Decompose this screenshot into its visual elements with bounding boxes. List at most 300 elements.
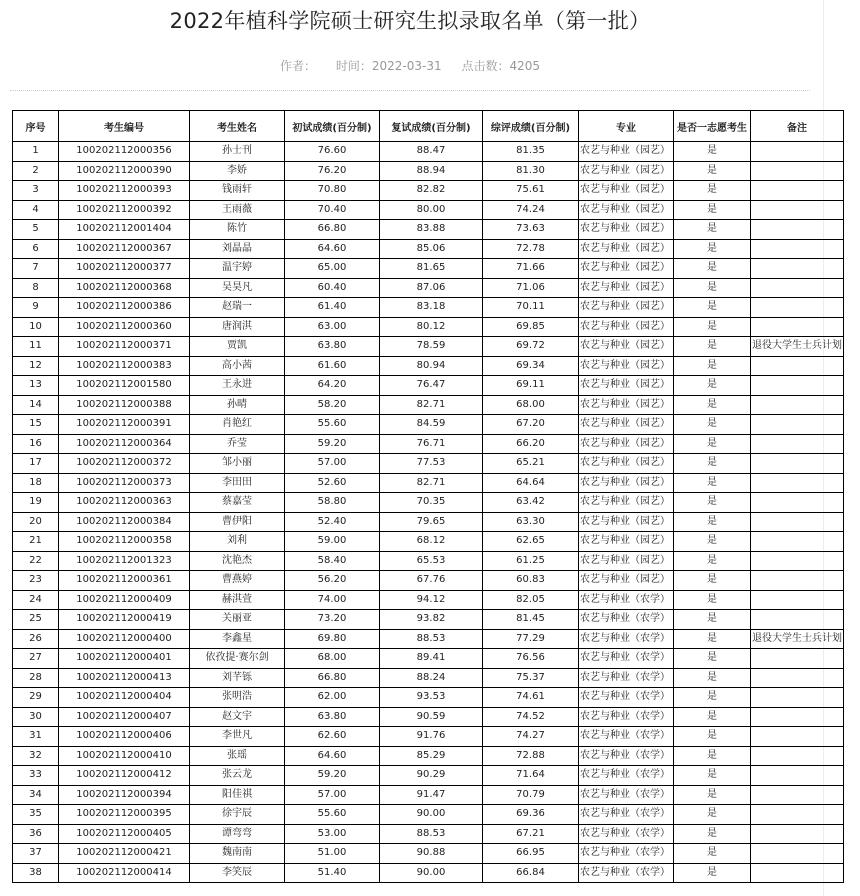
cell-exam-id: 100202112000377: [59, 259, 190, 279]
cell-initial-score: 60.40: [285, 278, 380, 298]
cell-exam-id: 100202112001404: [59, 220, 190, 240]
cell-name: 孙晴: [190, 395, 285, 415]
cell-retest-score: 81.65: [380, 259, 483, 279]
cell-name: 依孜提·赛尔剑: [190, 649, 285, 669]
cell-remarks: [751, 727, 844, 747]
cell-overall-score: 63.30: [483, 512, 579, 532]
cell-retest-score: 83.88: [380, 220, 483, 240]
cell-exam-id: 100202112000390: [59, 161, 190, 181]
cell-index: 30: [13, 707, 59, 727]
cell-retest-score: 85.29: [380, 746, 483, 766]
cell-initial-score: 73.20: [285, 610, 380, 630]
table-row: [13, 298, 844, 318]
cell-first-choice: 是: [674, 551, 751, 571]
cell-overall-score: 63.42: [483, 493, 579, 513]
cell-first-choice: 是: [674, 571, 751, 591]
cell-retest-score: 94.12: [380, 590, 483, 610]
cell-name: 徐宇辰: [190, 805, 285, 825]
time-value: 2022-03-31: [371, 59, 442, 73]
cell-first-choice: 是: [674, 415, 751, 435]
cell-overall-score: 81.30: [483, 161, 579, 181]
table-row: [13, 415, 844, 435]
cell-remarks: [751, 415, 844, 435]
cell-overall-score: 69.72: [483, 337, 579, 357]
cell-exam-id: 100202112000419: [59, 610, 190, 630]
cell-index: 16: [13, 434, 59, 454]
cell-overall-score: 82.05: [483, 590, 579, 610]
cell-major: 农艺与种业（农学）: [579, 688, 674, 708]
cell-exam-id: 100202112000401: [59, 649, 190, 669]
cell-initial-score: 64.60: [285, 746, 380, 766]
cell-index: 18: [13, 473, 59, 493]
cell-name: 陈竹: [190, 220, 285, 240]
cell-remarks: 退役大学生士兵计划: [751, 337, 844, 357]
cell-remarks: [751, 278, 844, 298]
cell-first-choice: 是: [674, 142, 751, 162]
cell-name: 赵瑞一: [190, 298, 285, 318]
cell-overall-score: 74.27: [483, 727, 579, 747]
cell-retest-score: 80.00: [380, 200, 483, 220]
cell-retest-score: 93.82: [380, 610, 483, 630]
cell-name: 沈艳杰: [190, 551, 285, 571]
cell-overall-score: 65.21: [483, 454, 579, 474]
table-row: [13, 668, 844, 688]
cell-major: 农艺与种业（农学）: [579, 629, 674, 649]
cell-first-choice: 是: [674, 727, 751, 747]
cell-index: 8: [13, 278, 59, 298]
table-row: [13, 356, 844, 376]
cell-major: 农艺与种业（园艺）: [579, 493, 674, 513]
table-row: [13, 278, 844, 298]
cell-initial-score: 51.40: [285, 863, 380, 883]
cell-retest-score: 70.35: [380, 493, 483, 513]
cell-name: 王雨薇: [190, 200, 285, 220]
cell-initial-score: 58.20: [285, 395, 380, 415]
cell-initial-score: 58.80: [285, 493, 380, 513]
cell-name: 赵文宇: [190, 707, 285, 727]
cell-remarks: [751, 376, 844, 396]
cell-retest-score: 68.12: [380, 532, 483, 552]
clicks-label: 点击数：: [461, 59, 510, 73]
cell-name: 阳佳祺: [190, 785, 285, 805]
table-row: [13, 532, 844, 552]
cell-remarks: [751, 824, 844, 844]
cell-remarks: [751, 161, 844, 181]
cell-major: 农艺与种业（园艺）: [579, 571, 674, 591]
cell-index: 3: [13, 181, 59, 201]
cell-retest-score: 84.59: [380, 415, 483, 435]
table-row: [13, 727, 844, 747]
cell-major: 农艺与种业（园艺）: [579, 356, 674, 376]
cell-name: 乔莹: [190, 434, 285, 454]
cell-exam-id: 100202112000393: [59, 181, 190, 201]
cell-first-choice: 是: [674, 337, 751, 357]
cell-name: 刘利: [190, 532, 285, 552]
cell-major: 农艺与种业（园艺）: [579, 415, 674, 435]
cell-first-choice: 是: [674, 805, 751, 825]
col-header-overall-score: 综评成绩(百分制): [483, 111, 579, 142]
cell-index: 35: [13, 805, 59, 825]
cell-retest-score: 93.53: [380, 688, 483, 708]
cell-major: 农艺与种业（园艺）: [579, 278, 674, 298]
cell-exam-id: 100202112000372: [59, 454, 190, 474]
cell-first-choice: 是: [674, 863, 751, 883]
cell-index: 12: [13, 356, 59, 376]
publish-time: [336, 59, 442, 73]
cell-retest-score: 77.53: [380, 454, 483, 474]
cell-remarks: [751, 512, 844, 532]
cell-name: 关丽亚: [190, 610, 285, 630]
cell-initial-score: 61.40: [285, 298, 380, 318]
cell-retest-score: 90.88: [380, 844, 483, 864]
cell-index: 7: [13, 259, 59, 279]
cell-index: 36: [13, 824, 59, 844]
cell-index: 13: [13, 376, 59, 396]
cell-exam-id: 100202112000367: [59, 239, 190, 259]
cell-major: 农艺与种业（园艺）: [579, 473, 674, 493]
cell-remarks: [751, 454, 844, 474]
cell-initial-score: 70.40: [285, 200, 380, 220]
cell-exam-id: 100202112000384: [59, 512, 190, 532]
cell-name: 李笑辰: [190, 863, 285, 883]
cell-index: 32: [13, 746, 59, 766]
cell-name: 钱雨轩: [190, 181, 285, 201]
cell-initial-score: 62.60: [285, 727, 380, 747]
article-meta: [0, 57, 820, 74]
table-row: [13, 844, 844, 864]
cell-initial-score: 76.60: [285, 142, 380, 162]
table-row: [13, 337, 844, 357]
cell-overall-score: 61.25: [483, 551, 579, 571]
cell-overall-score: 74.24: [483, 200, 579, 220]
cell-exam-id: 100202112000394: [59, 785, 190, 805]
cell-remarks: [751, 590, 844, 610]
cell-first-choice: 是: [674, 668, 751, 688]
cell-exam-id: 100202112000405: [59, 824, 190, 844]
cell-first-choice: 是: [674, 278, 751, 298]
cell-index: 31: [13, 727, 59, 747]
cell-initial-score: 65.00: [285, 259, 380, 279]
cell-exam-id: 100202112000406: [59, 727, 190, 747]
table-row: [13, 688, 844, 708]
cell-first-choice: 是: [674, 161, 751, 181]
cell-exam-id: 100202112000363: [59, 493, 190, 513]
cell-exam-id: 100202112000358: [59, 532, 190, 552]
admission-list-table: [12, 110, 844, 883]
cell-name: 李世凡: [190, 727, 285, 747]
cell-initial-score: 57.00: [285, 785, 380, 805]
cell-first-choice: 是: [674, 493, 751, 513]
cell-index: 19: [13, 493, 59, 513]
cell-initial-score: 68.00: [285, 649, 380, 669]
cell-overall-score: 69.34: [483, 356, 579, 376]
cell-initial-score: 59.20: [285, 766, 380, 786]
cell-exam-id: 100202112000368: [59, 278, 190, 298]
cell-major: 农艺与种业（园艺）: [579, 454, 674, 474]
cell-name: 肖艳红: [190, 415, 285, 435]
cell-remarks: [751, 707, 844, 727]
cell-remarks: [751, 356, 844, 376]
cell-first-choice: 是: [674, 629, 751, 649]
cell-remarks: [751, 649, 844, 669]
cell-name: 谭弯弯: [190, 824, 285, 844]
table-row: [13, 766, 844, 786]
cell-remarks: [751, 239, 844, 259]
cell-retest-score: 65.53: [380, 551, 483, 571]
table-row: [13, 707, 844, 727]
cell-exam-id: 100202112001323: [59, 551, 190, 571]
cell-overall-score: 72.88: [483, 746, 579, 766]
cell-first-choice: 是: [674, 395, 751, 415]
cell-index: 5: [13, 220, 59, 240]
cell-first-choice: 是: [674, 181, 751, 201]
col-header-major: 专业: [579, 111, 674, 142]
cell-retest-score: 76.47: [380, 376, 483, 396]
cell-name: 邹小丽: [190, 454, 285, 474]
cell-initial-score: 76.20: [285, 161, 380, 181]
cell-index: 29: [13, 688, 59, 708]
cell-name: 张瑶: [190, 746, 285, 766]
cell-overall-score: 71.66: [483, 259, 579, 279]
cell-overall-score: 81.35: [483, 142, 579, 162]
cell-name: 李田田: [190, 473, 285, 493]
table-row: [13, 610, 844, 630]
cell-major: 农艺与种业（农学）: [579, 785, 674, 805]
cell-exam-id: 100202112000407: [59, 707, 190, 727]
cell-name: 高小茜: [190, 356, 285, 376]
cell-retest-score: 83.18: [380, 298, 483, 318]
cell-initial-score: 56.20: [285, 571, 380, 591]
cell-first-choice: 是: [674, 434, 751, 454]
cell-index: 11: [13, 337, 59, 357]
cell-overall-score: 68.00: [483, 395, 579, 415]
cell-exam-id: 100202112000414: [59, 863, 190, 883]
cell-name: 李鑫星: [190, 629, 285, 649]
cell-major: 农艺与种业（农学）: [579, 727, 674, 747]
cell-retest-score: 80.94: [380, 356, 483, 376]
cell-first-choice: 是: [674, 454, 751, 474]
cell-name: 赫淇萱: [190, 590, 285, 610]
cell-initial-score: 64.20: [285, 376, 380, 396]
cell-exam-id: 100202112000373: [59, 473, 190, 493]
table-row: [13, 200, 844, 220]
cell-overall-score: 66.20: [483, 434, 579, 454]
table-row: [13, 454, 844, 474]
cell-retest-score: 82.71: [380, 395, 483, 415]
cell-first-choice: 是: [674, 317, 751, 337]
cell-remarks: [751, 181, 844, 201]
clicks-value: 4205: [509, 59, 540, 73]
cell-overall-score: 74.61: [483, 688, 579, 708]
cell-overall-score: 69.85: [483, 317, 579, 337]
cell-index: 25: [13, 610, 59, 630]
cell-initial-score: 55.60: [285, 805, 380, 825]
cell-retest-score: 88.94: [380, 161, 483, 181]
cell-index: 1: [13, 142, 59, 162]
cell-initial-score: 70.80: [285, 181, 380, 201]
col-header-name: 考生姓名: [190, 111, 285, 142]
table-row: [13, 629, 844, 649]
table-row: [13, 805, 844, 825]
cell-first-choice: 是: [674, 688, 751, 708]
cell-major: 农艺与种业（农学）: [579, 824, 674, 844]
cell-retest-score: 90.00: [380, 805, 483, 825]
cell-remarks: [751, 688, 844, 708]
cell-name: 刘芊铄: [190, 668, 285, 688]
cell-index: 17: [13, 454, 59, 474]
cell-overall-score: 72.78: [483, 239, 579, 259]
cell-first-choice: 是: [674, 259, 751, 279]
cell-remarks: [751, 473, 844, 493]
cell-major: 农艺与种业（农学）: [579, 590, 674, 610]
cell-major: 农艺与种业（农学）: [579, 707, 674, 727]
cell-remarks: [751, 220, 844, 240]
table-row: [13, 785, 844, 805]
cell-retest-score: 67.76: [380, 571, 483, 591]
cell-retest-score: 88.24: [380, 668, 483, 688]
cell-initial-score: 63.80: [285, 707, 380, 727]
table-row: [13, 512, 844, 532]
cell-remarks: [751, 200, 844, 220]
cell-initial-score: 63.00: [285, 317, 380, 337]
cell-exam-id: 100202112000360: [59, 317, 190, 337]
cell-exam-id: 100202112000361: [59, 571, 190, 591]
cell-name: 吴昊凡: [190, 278, 285, 298]
cell-overall-score: 60.83: [483, 571, 579, 591]
cell-first-choice: 是: [674, 298, 751, 318]
cell-initial-score: 51.00: [285, 844, 380, 864]
table-row: [13, 863, 844, 883]
dotted-divider: [10, 90, 810, 91]
cell-remarks: [751, 532, 844, 552]
table-row: [13, 142, 844, 162]
table-row: [13, 493, 844, 513]
cell-exam-id: 100202112000410: [59, 746, 190, 766]
col-header-first-choice: 是否一志愿考生: [674, 111, 751, 142]
cell-exam-id: 100202112000421: [59, 844, 190, 864]
cell-initial-score: 53.00: [285, 824, 380, 844]
cell-index: 37: [13, 844, 59, 864]
cell-name: 曹伊阳: [190, 512, 285, 532]
cell-major: 农艺与种业（农学）: [579, 863, 674, 883]
cell-retest-score: 85.06: [380, 239, 483, 259]
table-row: [13, 317, 844, 337]
cell-retest-score: 79.65: [380, 512, 483, 532]
cell-major: 农艺与种业（园艺）: [579, 200, 674, 220]
cell-retest-score: 90.29: [380, 766, 483, 786]
cell-major: 农艺与种业（园艺）: [579, 337, 674, 357]
cell-exam-id: 100202112000371: [59, 337, 190, 357]
cell-remarks: [751, 785, 844, 805]
cell-first-choice: 是: [674, 376, 751, 396]
table-row: [13, 161, 844, 181]
cell-name: 张明浩: [190, 688, 285, 708]
cell-overall-score: 67.21: [483, 824, 579, 844]
cell-index: 34: [13, 785, 59, 805]
cell-retest-score: 87.06: [380, 278, 483, 298]
cell-first-choice: 是: [674, 746, 751, 766]
cell-initial-score: 59.20: [285, 434, 380, 454]
author-label: 作者：: [280, 59, 317, 73]
cell-name: 蔡嘉莹: [190, 493, 285, 513]
cell-exam-id: 100202112000395: [59, 805, 190, 825]
cell-major: 农艺与种业（农学）: [579, 668, 674, 688]
cell-first-choice: 是: [674, 239, 751, 259]
cell-remarks: [751, 434, 844, 454]
cell-name: 温宇婷: [190, 259, 285, 279]
cell-initial-score: 61.60: [285, 356, 380, 376]
cell-exam-id: 100202112000391: [59, 415, 190, 435]
cell-overall-score: 70.79: [483, 785, 579, 805]
cell-index: 9: [13, 298, 59, 318]
cell-major: 农艺与种业（农学）: [579, 610, 674, 630]
table-header-row: [13, 111, 844, 142]
table-body: [13, 142, 844, 883]
cell-index: 24: [13, 590, 59, 610]
cell-index: 10: [13, 317, 59, 337]
table-row: [13, 220, 844, 240]
cell-overall-score: 71.06: [483, 278, 579, 298]
cell-major: 农艺与种业（园艺）: [579, 532, 674, 552]
cell-initial-score: 66.80: [285, 668, 380, 688]
table-row: [13, 571, 844, 591]
cell-initial-score: 66.80: [285, 220, 380, 240]
cell-index: 27: [13, 649, 59, 669]
cell-first-choice: 是: [674, 785, 751, 805]
cell-remarks: [751, 571, 844, 591]
col-header-index: 序号: [13, 111, 59, 142]
cell-first-choice: 是: [674, 766, 751, 786]
cell-remarks: [751, 493, 844, 513]
cell-initial-score: 63.80: [285, 337, 380, 357]
col-header-initial-score: 初试成绩(百分制): [285, 111, 380, 142]
cell-first-choice: 是: [674, 707, 751, 727]
cell-remarks: [751, 259, 844, 279]
table-row: [13, 239, 844, 259]
cell-major: 农艺与种业（农学）: [579, 649, 674, 669]
cell-first-choice: 是: [674, 532, 751, 552]
table-row: [13, 181, 844, 201]
cell-major: 农艺与种业（园艺）: [579, 395, 674, 415]
table-row: [13, 395, 844, 415]
cell-overall-score: 73.63: [483, 220, 579, 240]
cell-major: 农艺与种业（园艺）: [579, 551, 674, 571]
cell-remarks: [751, 142, 844, 162]
cell-index: 23: [13, 571, 59, 591]
cell-major: 农艺与种业（园艺）: [579, 259, 674, 279]
table-row: [13, 551, 844, 571]
cell-overall-score: 66.84: [483, 863, 579, 883]
cell-remarks: [751, 844, 844, 864]
cell-remarks: [751, 298, 844, 318]
cell-retest-score: 80.12: [380, 317, 483, 337]
cell-first-choice: 是: [674, 824, 751, 844]
cell-initial-score: 58.40: [285, 551, 380, 571]
cell-initial-score: 64.60: [285, 239, 380, 259]
cell-exam-id: 100202112000364: [59, 434, 190, 454]
cell-remarks: [751, 395, 844, 415]
cell-overall-score: 67.20: [483, 415, 579, 435]
cell-overall-score: 81.45: [483, 610, 579, 630]
cell-overall-score: 69.36: [483, 805, 579, 825]
cell-overall-score: 76.56: [483, 649, 579, 669]
col-header-remarks: 备注: [751, 111, 844, 142]
cell-first-choice: 是: [674, 590, 751, 610]
cell-major: 农艺与种业（园艺）: [579, 142, 674, 162]
cell-major: 农艺与种业（农学）: [579, 805, 674, 825]
time-label: 时间：: [335, 59, 372, 73]
cell-exam-id: 100202112000412: [59, 766, 190, 786]
